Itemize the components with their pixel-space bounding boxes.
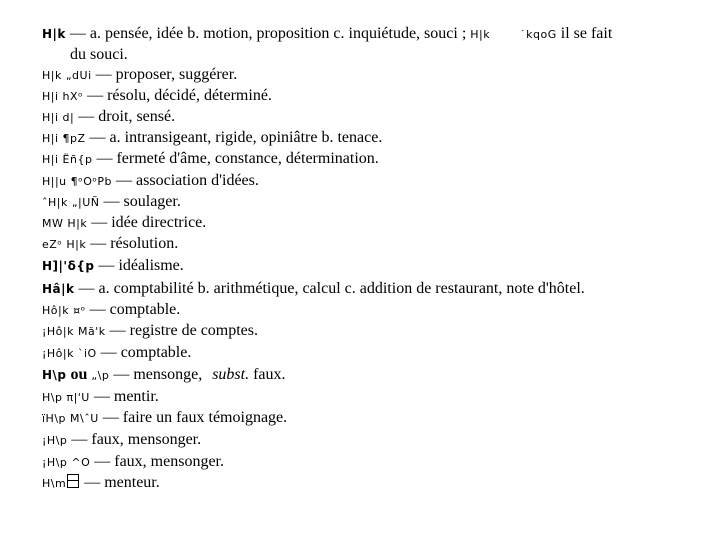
entry-13 (42, 278, 702, 300)
definition: — comptable. (89, 301, 181, 318)
entry-4 (42, 85, 702, 107)
conjunction: ou (70, 366, 88, 383)
definition: — mentir. (93, 388, 159, 405)
headword: ¡H\p (42, 434, 68, 447)
definition: — fermeté d'âme, constance, détermination. (96, 150, 379, 167)
entry-15 (42, 320, 702, 342)
headword: Hâ|k (42, 282, 75, 296)
definition: — proposer, suggérer. (95, 66, 238, 83)
definition: — idée directrice. (91, 214, 207, 231)
definition: — registre de comptes. (109, 322, 259, 339)
entry-17 (42, 364, 702, 386)
entry-1-continuation (42, 44, 720, 65)
entry-8 (42, 170, 702, 192)
definition: — a. intransigeant, rigide, opiniâtre b. tenace. (89, 129, 383, 146)
headword: H|k „dUi (42, 69, 92, 82)
definition: — idéalisme. (98, 257, 184, 274)
headword-tertiary: ˙kqoG (520, 28, 557, 41)
entry-10 (42, 212, 702, 234)
headword: H|i ¶pZ (42, 132, 86, 145)
headword: eZᵒ H|k (42, 238, 87, 251)
headword: H\p (42, 368, 67, 382)
headword: Hô|k ¤ᵒ (42, 304, 86, 317)
entry-14 (42, 299, 702, 321)
entry-20 (42, 429, 702, 451)
grammar-note: subst. (212, 366, 250, 383)
entry-1 (42, 23, 702, 45)
definition: — résolution. (90, 235, 179, 252)
headword: H|k (42, 27, 66, 41)
headword: H\m (42, 477, 67, 490)
headword: H||u ¶ᵒOᵒPb (42, 175, 113, 188)
definition: — résolu, décidé, déterminé. (87, 87, 272, 104)
entry-16 (42, 342, 702, 364)
definition-cont: faux. (253, 366, 286, 383)
definition: — faire un faux témoignage. (102, 409, 288, 426)
definition: — faux, mensonger. (71, 431, 202, 448)
headword: ¡Hô|k `iO (42, 347, 97, 360)
definition-cont: il se fait (560, 25, 613, 42)
headword: H|i hXᵒ (42, 90, 84, 103)
entry-18 (42, 386, 702, 408)
headword: ïH\p M\ˆU (42, 412, 99, 425)
entry-12 (42, 255, 702, 277)
headword: H]|'δ{p (42, 259, 95, 273)
headword: ˆH|k „|UÑ (42, 196, 100, 209)
entry-9 (42, 191, 702, 213)
entry-21 (42, 451, 702, 473)
headword: H|i d| (42, 111, 75, 124)
definition: — comptable. (100, 344, 192, 361)
definition: — association d'idées. (116, 172, 259, 189)
definition: — a. comptabilité b. arithmétique, calcul c. addition de restaurant, note d'hôtel. (78, 280, 585, 297)
definition: du souci. (70, 46, 128, 63)
definition: — a. pensée, idée b. motion, proposition c. inquiétude, souci ; (69, 25, 467, 42)
definition: — menteur. (84, 474, 160, 491)
headword: H|i Ëñ{p (42, 153, 93, 166)
headword: H\p π|'U (42, 391, 90, 404)
headword: ¡H\p ^O (42, 456, 91, 469)
entry-5 (42, 106, 702, 128)
headword: ¡Hô|k Mă'k (42, 325, 106, 338)
definition: — droit, sensé. (78, 108, 176, 125)
entry-6 (42, 127, 702, 149)
entry-3 (42, 64, 702, 86)
entry-11 (42, 233, 702, 255)
box-icon (67, 474, 79, 488)
entry-7 (42, 148, 702, 170)
definition: — soulager. (103, 193, 181, 210)
headword-secondary: H|k (470, 28, 491, 41)
entry-22 (42, 472, 702, 494)
definition: — faux, mensonger. (94, 453, 224, 470)
headword-secondary: „\p (91, 369, 110, 382)
definition: — mensonge, (113, 366, 203, 383)
entry-19 (42, 407, 702, 429)
headword: MW H|k (42, 217, 88, 230)
